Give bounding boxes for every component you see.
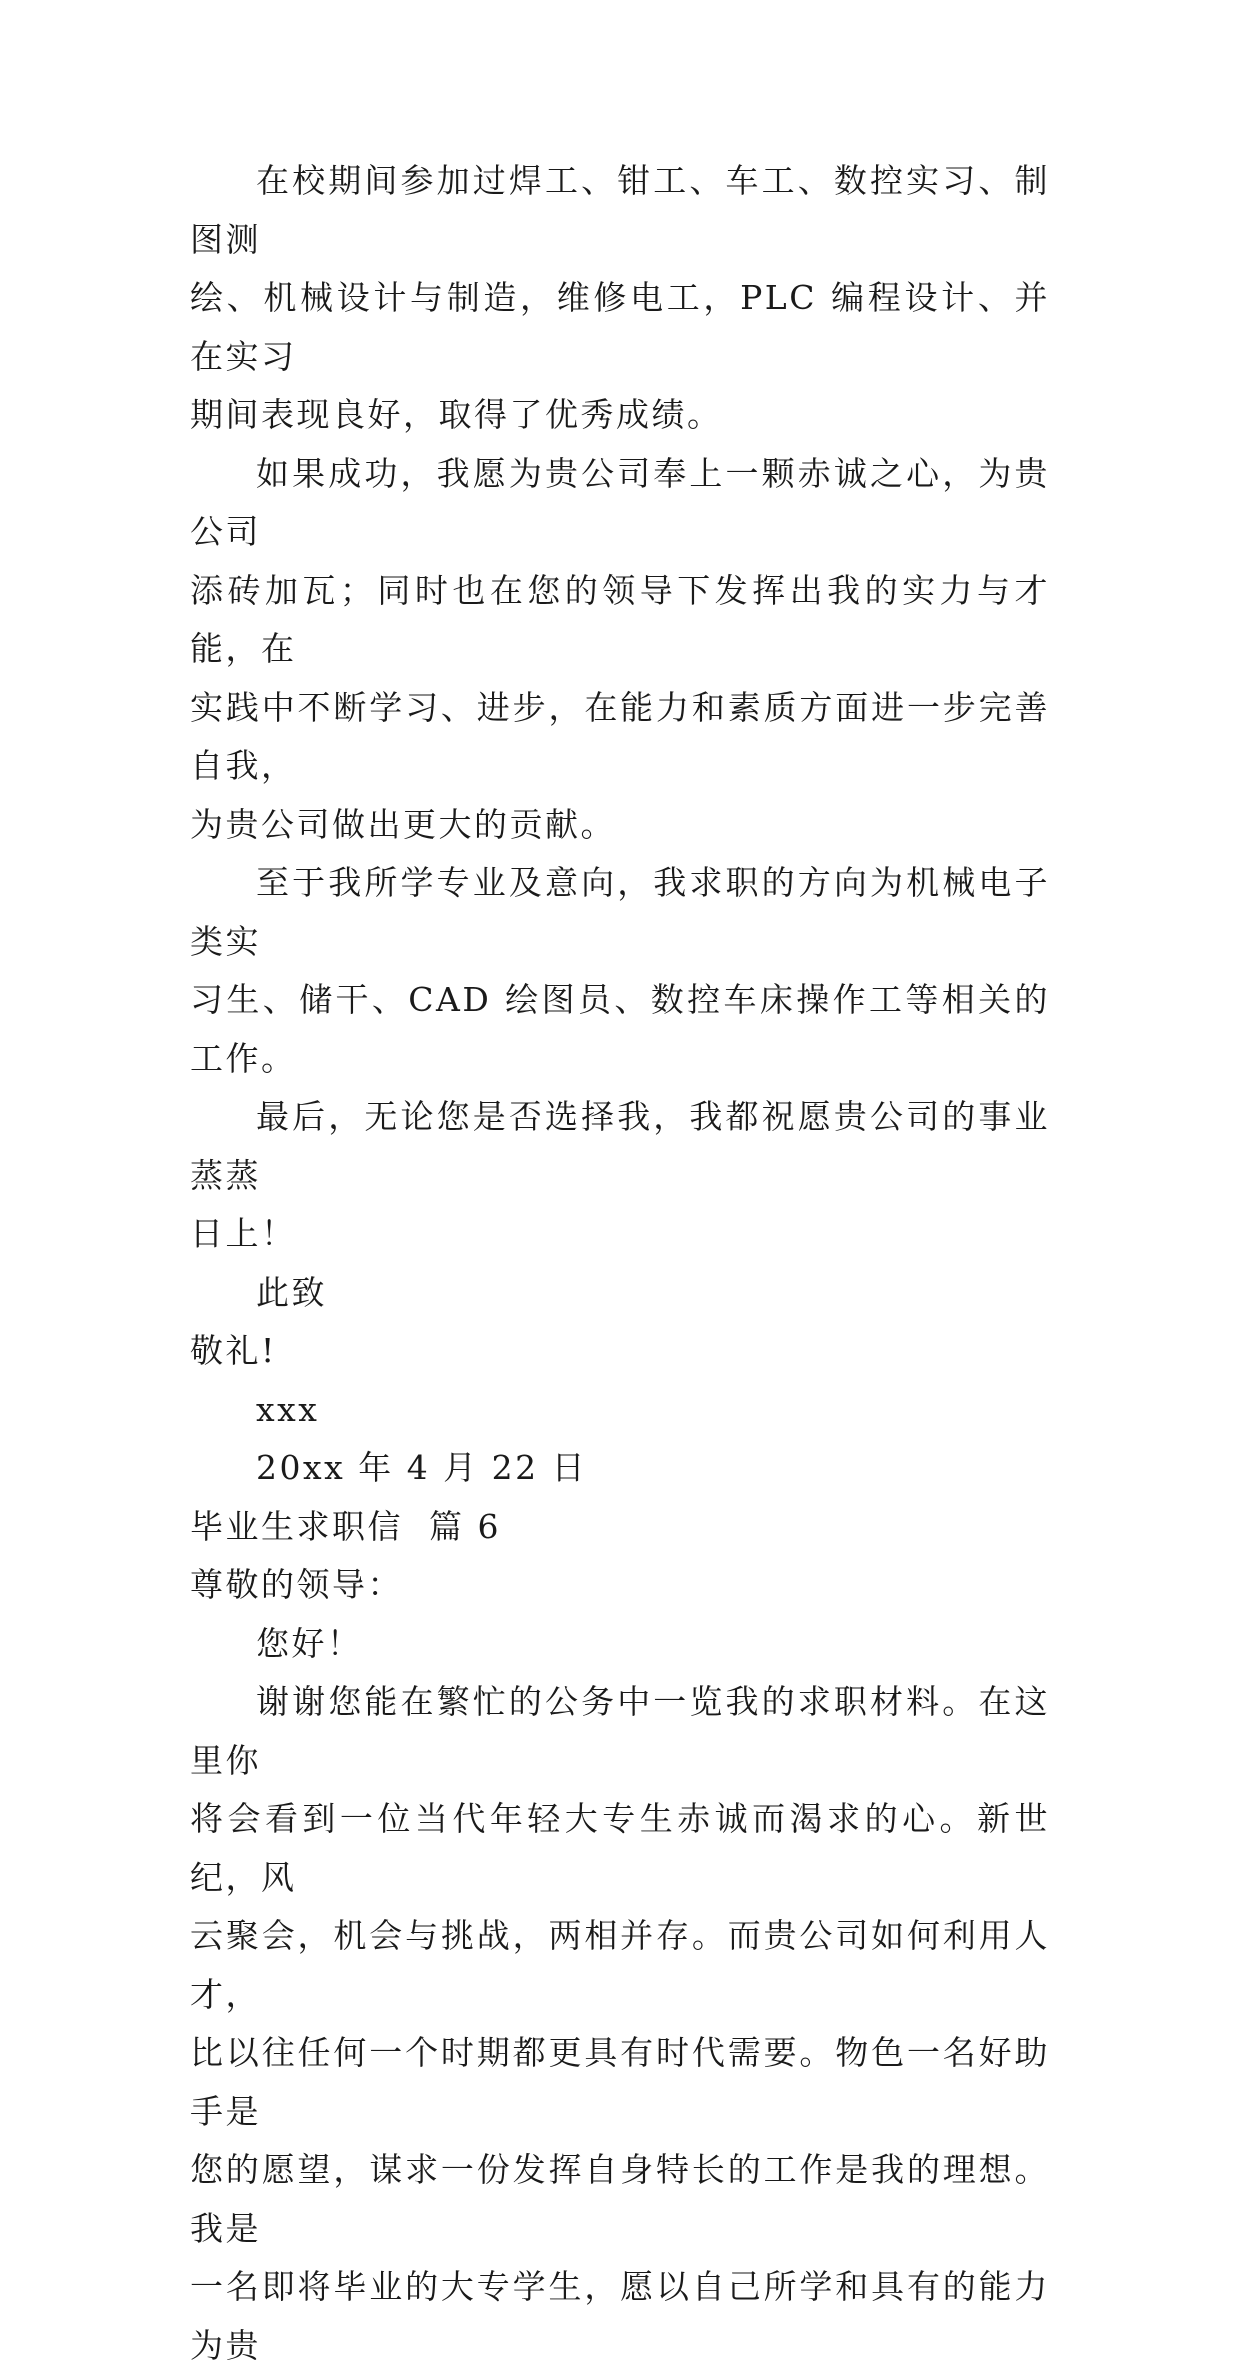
- text-line: 谢谢您能在繁忙的公务中一览我的求职材料。在这里你: [190, 1682, 1050, 1780]
- text-line: 最后，无论您是否选择我，我都祝愿贵公司的事业蒸蒸: [190, 1097, 1050, 1195]
- section-heading: 毕业生求职信 篇 6: [190, 1506, 501, 1546]
- text-line: 添砖加瓦；同时也在您的领导下发挥出我的实力与才能，在: [190, 570, 1050, 668]
- text-line: 习生、储干、CAD 绘图员、数控车床操作工等相关的工作。: [190, 980, 1050, 1078]
- text-line: 实践中不断学习、进步，在能力和素质方面进一步完善自我，: [190, 687, 1050, 785]
- paragraph-training: [190, 152, 1050, 445]
- closing-jing-li: 敬礼!: [190, 1331, 277, 1370]
- text-line: 如果成功，我愿为贵公司奉上一颗赤诚之心，为贵公司: [190, 453, 1050, 551]
- text-line: 您的愿望，谋求一份发挥自身特长的工作是我的理想。我是: [190, 2150, 1050, 2248]
- closing-ci-zhi: 此致: [256, 1272, 327, 1312]
- salutation: 尊敬的领导：: [190, 1565, 403, 1604]
- paragraph-wishes: [190, 1088, 1050, 1264]
- text-line: 为贵公司做出更大的贡献。: [190, 804, 616, 844]
- document-text: [190, 152, 1050, 2375]
- text-line: 将会看到一位当代年轻大专生赤诚而渴求的心。新世纪，风: [190, 1799, 1050, 1897]
- paragraph-major: [190, 854, 1050, 1088]
- text-line: 云聚会，机会与挑战，两相并存。而贵公司如何利用人才，: [190, 1916, 1050, 2014]
- paragraph-letter6-intro: [190, 1673, 1050, 2375]
- text-line: 期间表现良好，取得了优秀成绩。: [190, 395, 723, 434]
- text-line: 一名即将毕业的大专学生，愿以自己所学和具有的能力为贵: [190, 2267, 1050, 2365]
- text-line: 在校期间参加过焊工、钳工、车工、数控实习、制图测: [190, 161, 1050, 259]
- text-line: 绘、机械设计与制造，维修电工，PLC 编程设计、并在实习: [190, 278, 1050, 376]
- text-line: 比以往任何一个时期都更具有时代需要。物色一名好助手是: [190, 2033, 1050, 2131]
- date: 20xx 年 4 月 22 日: [256, 1448, 588, 1487]
- signature: xxx: [256, 1389, 320, 1429]
- paragraph-success: [190, 445, 1050, 855]
- greeting: 您好！: [256, 1623, 363, 1663]
- text-line: 至于我所学专业及意向，我求职的方向为机械电子类实: [190, 863, 1050, 961]
- text-line: 日上！: [190, 1214, 297, 1253]
